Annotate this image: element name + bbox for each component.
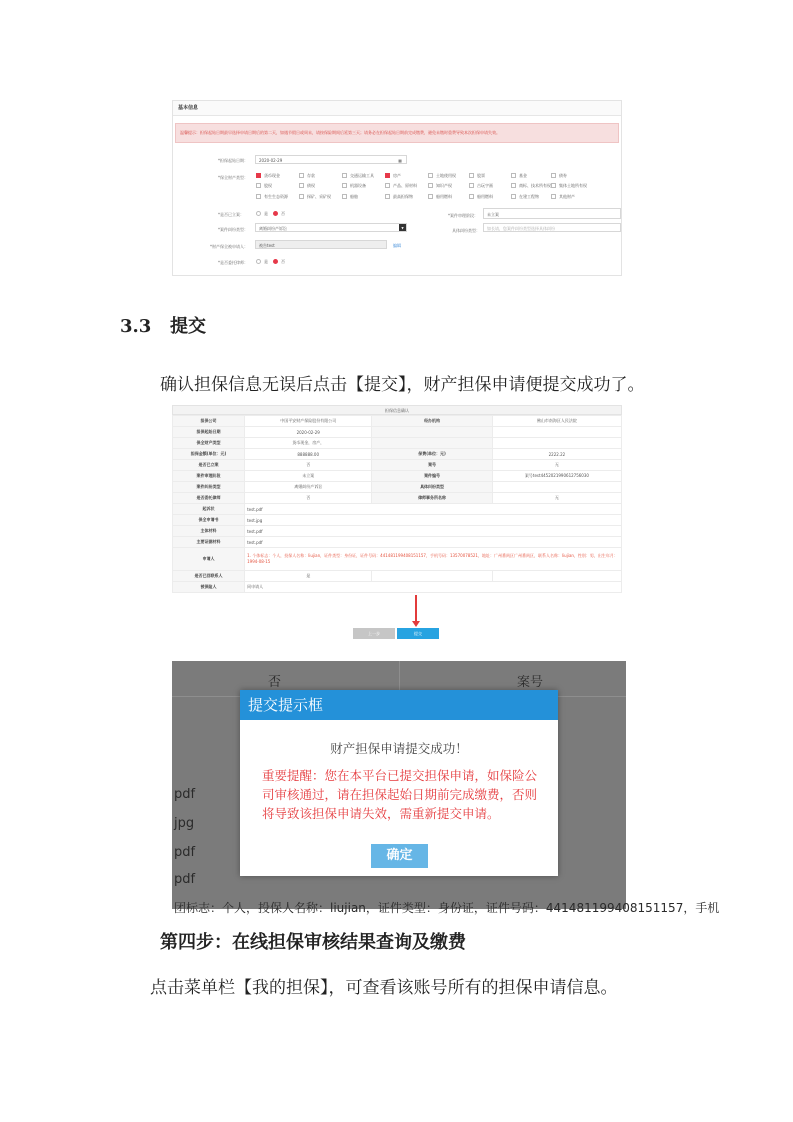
table-key: 主体材料 bbox=[173, 526, 245, 537]
asset-type-label: 古玩字画 bbox=[477, 183, 493, 188]
pointer-arrow bbox=[415, 595, 417, 623]
table-key: 是否已回联系人 bbox=[173, 571, 245, 582]
asset-type-checkbox[interactable] bbox=[428, 194, 433, 199]
table-value: 未立案 bbox=[245, 471, 372, 482]
table-value: 中国平安财产保险股份有限公司 bbox=[245, 416, 372, 427]
table-key: 是否委托律师 bbox=[173, 493, 245, 504]
asset-type-label: 货币现金 bbox=[264, 173, 280, 178]
filed-no-label: 否 bbox=[281, 211, 285, 216]
case-type-label: *案件纠纷类型： bbox=[218, 227, 248, 232]
asset-type-label: 房产 bbox=[393, 173, 401, 178]
asset-type-checkbox[interactable] bbox=[299, 183, 304, 188]
table-key: 被保险人 bbox=[173, 582, 245, 593]
table-key: 保全申请书 bbox=[173, 515, 245, 526]
table-row bbox=[173, 493, 622, 504]
success-modal-screenshot bbox=[172, 661, 720, 915]
table-value: 是 bbox=[245, 571, 372, 582]
case-desc-input[interactable]: 如长请，您案件纠纷类型选择具体纠纷 bbox=[483, 223, 621, 232]
asset-type-label: 集体土地所有权 bbox=[559, 183, 587, 188]
lawyer-yes-label: 是 bbox=[264, 259, 268, 264]
section-title: 提交 bbox=[170, 316, 206, 337]
bg-cell-no: 否 bbox=[268, 675, 282, 690]
asset-type-label: 存款 bbox=[307, 173, 315, 178]
case-type-select[interactable]: 离婚纠纷产诉讼 ▼ bbox=[255, 223, 407, 232]
applicant-info: 1. 个体标志：个人，投保人名称：liujian，证件类型：身份证，证件号码：441481199408151157，手机号码：13570078521，地址：广州番禺区广州番禺区，联系人名称：liujian，性别：男，出生年月：1994-08-15 bbox=[245, 548, 622, 571]
table-key: 申请人 bbox=[173, 548, 245, 571]
asset-type-checkbox[interactable] bbox=[511, 173, 516, 178]
asset-type-label: 船用燃料 bbox=[436, 194, 452, 199]
asset-type-checkbox[interactable] bbox=[469, 183, 474, 188]
table-value bbox=[372, 571, 493, 582]
table-key: 担保公司 bbox=[173, 416, 245, 427]
asset-type-checkbox[interactable] bbox=[256, 173, 261, 178]
respondent-input[interactable]: 被告test bbox=[255, 240, 387, 249]
case-status-input[interactable]: 未立案 bbox=[483, 208, 621, 219]
asset-type-label: 债券 bbox=[559, 173, 567, 178]
asset-type-label: 股票 bbox=[477, 173, 485, 178]
asset-type-checkbox[interactable] bbox=[511, 183, 516, 188]
table-value bbox=[492, 571, 621, 582]
asset-type-label: 在建工程物 bbox=[519, 194, 539, 199]
asset-type-label: 机器设备 bbox=[350, 183, 366, 188]
asset-type-checkbox[interactable] bbox=[428, 183, 433, 188]
dropdown-arrow-icon: ▼ bbox=[399, 224, 406, 231]
modal-important-notice: 重要提醒：您在本平台已提交担保申请，如保险公司审核通过，请在担保起始日期前完成缴费，否则将导致该担保申请失效，需重新提交申请。 bbox=[262, 768, 538, 821]
asset-type-label: 其他财产 bbox=[559, 194, 575, 199]
table-key: 经办机构 bbox=[372, 416, 493, 427]
asset-type-checkbox[interactable] bbox=[256, 183, 261, 188]
table-value: 否 bbox=[245, 493, 372, 504]
table-key: 担保金额(单位：元) bbox=[173, 449, 245, 460]
section-number: 3.3 bbox=[120, 316, 152, 337]
table-key: 保费(单位：元) bbox=[372, 449, 493, 460]
bg-cell-case: 案号 bbox=[517, 675, 544, 690]
table-row bbox=[173, 449, 622, 460]
file-link: test.pdf bbox=[245, 537, 622, 548]
table-value: 2020-02-29 bbox=[245, 427, 372, 438]
lawyer-no-radio[interactable] bbox=[273, 259, 278, 264]
lawyer-yes-radio[interactable] bbox=[256, 259, 261, 264]
calendar-icon: ▦ bbox=[398, 158, 402, 163]
table-key: 主要证据材料 bbox=[173, 537, 245, 548]
edit-link[interactable]: 编辑 bbox=[393, 243, 401, 248]
asset-type-label: 股权 bbox=[264, 183, 272, 188]
table-row bbox=[173, 504, 622, 515]
asset-type-checkbox[interactable] bbox=[551, 173, 556, 178]
submit-success-modal bbox=[240, 690, 558, 876]
asset-type-label: 债权 bbox=[307, 183, 315, 188]
basic-info-header: 基本信息 bbox=[173, 101, 621, 116]
table-key: 案件纠纷类型 bbox=[173, 482, 245, 493]
asset-type-checkbox[interactable] bbox=[469, 194, 474, 199]
respondent-label: *财产保全被申请人： bbox=[210, 244, 248, 249]
confirm-screenshot bbox=[172, 405, 622, 641]
asset-type-label: 基金 bbox=[519, 173, 527, 178]
table-key: 起诉状 bbox=[173, 504, 245, 515]
asset-type-checkbox[interactable] bbox=[511, 194, 516, 199]
table-value: 离婚纠纷产诉讼 bbox=[245, 482, 372, 493]
start-date-label: *担保起始日期： bbox=[218, 158, 248, 163]
table-row bbox=[173, 427, 622, 438]
submit-button[interactable]: 提交 bbox=[397, 628, 439, 639]
asset-type-checkbox[interactable] bbox=[551, 194, 556, 199]
file-link: test.jpg bbox=[245, 515, 622, 526]
section-heading bbox=[120, 312, 206, 338]
table-value bbox=[492, 438, 621, 449]
table-value: 无 bbox=[492, 493, 621, 504]
basic-info-screenshot bbox=[172, 100, 622, 276]
table-value: 2222.22 bbox=[492, 449, 621, 460]
asset-type-checkbox[interactable] bbox=[385, 194, 390, 199]
table-key: 保全财产类型 bbox=[173, 438, 245, 449]
bg-file: jpg bbox=[174, 816, 195, 831]
table-row bbox=[173, 537, 622, 548]
asset-type-checkbox[interactable] bbox=[342, 173, 347, 178]
table-value: 否 bbox=[245, 460, 372, 471]
table-value bbox=[492, 427, 621, 438]
asset-type-checkbox[interactable] bbox=[342, 194, 347, 199]
asset-type-label: 商标、技术所有权 bbox=[519, 183, 551, 188]
table-value: 888888.00 bbox=[245, 449, 372, 460]
paragraph-submit-instructions: 确认担保信息无误后点击【提交】，财产担保申请便提交成功了。 bbox=[160, 375, 645, 395]
asset-type-checkbox[interactable] bbox=[299, 194, 304, 199]
asset-type-label: 交通运输工具 bbox=[350, 173, 374, 178]
filed-yes-radio[interactable] bbox=[256, 211, 261, 216]
case-status-label: *案件审理阶段： bbox=[448, 213, 478, 218]
table-key: 案号 bbox=[372, 460, 493, 471]
table-row bbox=[173, 515, 622, 526]
table-value bbox=[492, 482, 621, 493]
table-row bbox=[173, 548, 622, 571]
table-key: 律师事务所名称 bbox=[372, 493, 493, 504]
asset-type-label: 探矿、采矿权 bbox=[307, 194, 331, 199]
asset-type-label: 知识产权 bbox=[436, 183, 452, 188]
filed-no-radio[interactable] bbox=[273, 211, 278, 216]
table-row bbox=[173, 438, 622, 449]
asset-type-label: *保全财产类型： bbox=[218, 175, 248, 180]
lawyer-no-label: 否 bbox=[281, 259, 285, 264]
table-value: 案号test4452021990612756030 bbox=[492, 471, 621, 482]
table-key: 是否已立案 bbox=[173, 460, 245, 471]
table-key: 担保起始日期 bbox=[173, 427, 245, 438]
table-value: 佛山市南海区人民法院 bbox=[492, 416, 621, 427]
table-row bbox=[173, 471, 622, 482]
asset-type-label: 有生生态资源 bbox=[264, 194, 288, 199]
start-date-input[interactable]: 2020-02-29 ▦ bbox=[255, 155, 407, 164]
step4-heading: 第四步：在线担保审核结果查询及缴费 bbox=[160, 932, 466, 953]
asset-type-checkbox[interactable] bbox=[469, 173, 474, 178]
asset-type-checkbox[interactable] bbox=[428, 173, 433, 178]
confirm-table bbox=[172, 415, 622, 593]
modal-success-message: 财产担保申请提交成功！ bbox=[330, 741, 468, 756]
table-value: 货币现金，房产， bbox=[245, 438, 372, 449]
table-row bbox=[173, 482, 622, 493]
modal-title: 提交提示框 bbox=[240, 690, 558, 720]
filed-yes-label: 是 bbox=[264, 211, 268, 216]
asset-type-checkbox[interactable] bbox=[385, 173, 390, 178]
bg-file: pdf bbox=[174, 787, 196, 802]
table-key bbox=[372, 427, 493, 438]
file-link: test.pdf bbox=[245, 504, 622, 515]
table-row bbox=[173, 460, 622, 471]
asset-type-checkbox[interactable] bbox=[256, 194, 261, 199]
confirm-title: 担保信息确认 bbox=[172, 405, 622, 415]
table-key: 案件编号 bbox=[372, 471, 493, 482]
asset-type-label: 最高担保物 bbox=[393, 194, 413, 199]
asset-type-label: 船用燃料 bbox=[477, 194, 493, 199]
table-key: 具体纠纷类型 bbox=[372, 482, 493, 493]
confirm-button[interactable]: 确定 bbox=[371, 844, 428, 868]
asset-type-checkbox[interactable] bbox=[342, 183, 347, 188]
asset-type-label: 产品、原材料 bbox=[393, 183, 417, 188]
table-row bbox=[173, 582, 622, 593]
table-value: 无 bbox=[492, 460, 621, 471]
warning-banner: 温馨提示：担保起始日期最早选择申请日期后的第二天，如遇节假日或周末，请按保险期间后延第三天；请务必在担保起始日期前完成缴费，避免未缴时重费导致本次担保申请失效。 bbox=[175, 123, 619, 143]
paragraph-my-guarantee: 点击菜单栏【我的担保】，可查看该账号所有的担保申请信息。 bbox=[150, 978, 618, 998]
case-desc-label: 具体纠纷类型： bbox=[452, 228, 480, 233]
asset-type-checkbox[interactable] bbox=[385, 183, 390, 188]
lawyer-label: *是否委托律师： bbox=[218, 260, 248, 265]
table-row bbox=[173, 416, 622, 427]
prev-step-button[interactable]: 上一步 bbox=[353, 628, 395, 639]
table-row bbox=[173, 571, 622, 582]
table-key bbox=[372, 438, 493, 449]
table-value: 同申请人 bbox=[245, 582, 622, 593]
table-key: 案件审理阶段 bbox=[173, 471, 245, 482]
table-row bbox=[173, 526, 622, 537]
asset-type-label: 船舶 bbox=[350, 194, 358, 199]
file-link: test.pdf bbox=[245, 526, 622, 537]
filed-label: *是否已立案： bbox=[218, 212, 244, 217]
bg-file: pdf bbox=[174, 872, 196, 887]
asset-type-checkbox[interactable] bbox=[551, 183, 556, 188]
bg-applicant-text: 团标志：个人，投保人名称：liujian，证件类型：身份证，证件号码：441481199408151157，手机 bbox=[174, 901, 720, 915]
asset-type-checkbox[interactable] bbox=[299, 173, 304, 178]
asset-type-label: 土地使用权 bbox=[436, 173, 456, 178]
bg-file: pdf bbox=[174, 845, 196, 860]
